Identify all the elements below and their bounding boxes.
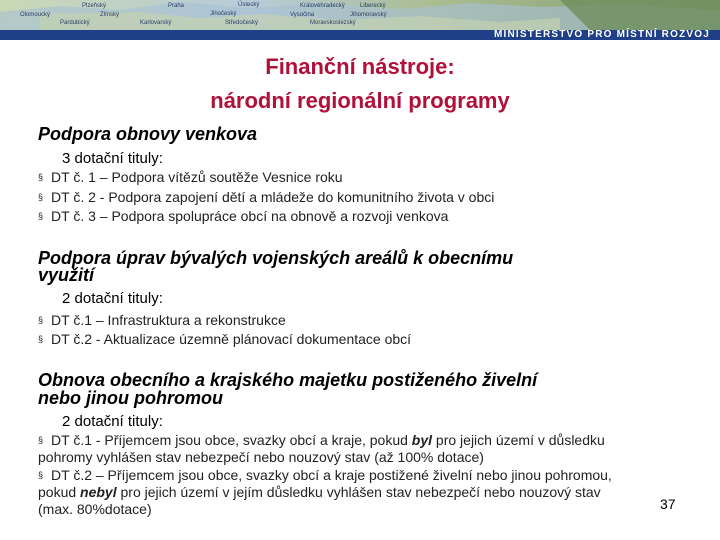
map-label: Moravskoslezský <box>310 20 356 26</box>
bullet-icon: § <box>38 172 44 182</box>
bullet-icon: § <box>38 435 44 445</box>
ministry-name: MINISTERSTVO PRO MÍSTNÍ ROZVOJ <box>493 29 710 40</box>
section-heading-cont: nebo jinou pohromou <box>38 388 223 408</box>
map-label: Středočeský <box>225 20 259 26</box>
map-label: Karlovarský <box>140 20 172 26</box>
list-item-text: DT č.1 – Infrastruktura a rekonstrukce <box>51 312 286 328</box>
list-item-text: DT č. 3 – Podpora spolupráce obcí na obnově a rozvoji venkova <box>51 208 449 224</box>
bullet-icon: § <box>38 211 44 221</box>
map-label: Vysočina <box>290 12 315 18</box>
list-item <box>38 188 494 206</box>
map-label: Jihomoravský <box>350 12 387 18</box>
bullet-icon: § <box>38 315 44 325</box>
list-item <box>38 311 286 329</box>
bullet-icon: § <box>38 470 44 480</box>
map-label: Olomoucký <box>20 12 51 18</box>
page-number: 37 <box>660 496 676 512</box>
list-item <box>38 330 411 348</box>
bullet-icon: § <box>38 192 44 202</box>
map-label: Královéhradecký <box>300 3 345 9</box>
section-heading: Podpora úprav bývalých vojenských areálů k obecnímu <box>38 248 514 268</box>
page-title: Finanční nástroje: <box>265 54 455 79</box>
list-item-text: DT č. 2 - Podpora zapojení dětí a mládeže do komunitního života v obci <box>51 189 495 205</box>
map-label: Zlínský <box>100 12 120 18</box>
paragraph-text: pro jejich území v důsledku pohromy vyhlášen stav nebezpečí nebo nouzový stav (až 100% dotace) <box>38 432 605 465</box>
list-item-text: DT č.2 - Aktualizace územně plánovací dokumentace obcí <box>51 331 412 347</box>
section-heading: Obnova obecního a krajského majetku postiženého živelní <box>38 370 538 390</box>
list-item <box>38 168 343 186</box>
map-label: Jihočeský <box>210 11 237 17</box>
section-subtitle: 2 dotační tituly: <box>62 413 163 430</box>
section-heading: Podpora obnovy venkova <box>38 124 258 144</box>
paragraph-text: pro jejich území v jejím důsledku vyhlášen stav nebezpečí nebo nouzový stav (max. 80%dotace) <box>38 484 601 517</box>
header-banner <box>0 0 720 40</box>
paragraph-item <box>38 467 638 518</box>
list-item <box>38 207 448 225</box>
map-label: Praha <box>168 3 185 9</box>
emphasis: nebyl <box>80 484 117 500</box>
list-item-text: DT č. 1 – Podpora vítězů soutěže Vesnice roku <box>51 169 343 185</box>
paragraph-item <box>38 432 638 466</box>
emphasis: byl <box>411 432 433 448</box>
paragraph-text: DT č.2 – Příjemcem jsou obce, svazky obcí a kraje postižené živelní nebo jinou pohromou, pokud <box>38 467 612 500</box>
bullet-icon: § <box>38 334 44 344</box>
section-heading-cont: využití <box>38 265 95 285</box>
map-label: Pardubický <box>60 20 90 26</box>
section-subtitle: 2 dotační tituly: <box>62 290 163 307</box>
section-subtitle: 3 dotační tituly: <box>62 150 163 167</box>
map-label: Ústecký <box>238 2 260 8</box>
paragraph-text: DT č.1 - Příjemcem jsou obce, svazky obcí a kraje, pokud <box>51 432 412 448</box>
map-label: Liberecký <box>360 3 386 9</box>
map-label: Plzeňský <box>82 3 107 9</box>
page-subtitle: národní regionální programy <box>210 88 510 113</box>
